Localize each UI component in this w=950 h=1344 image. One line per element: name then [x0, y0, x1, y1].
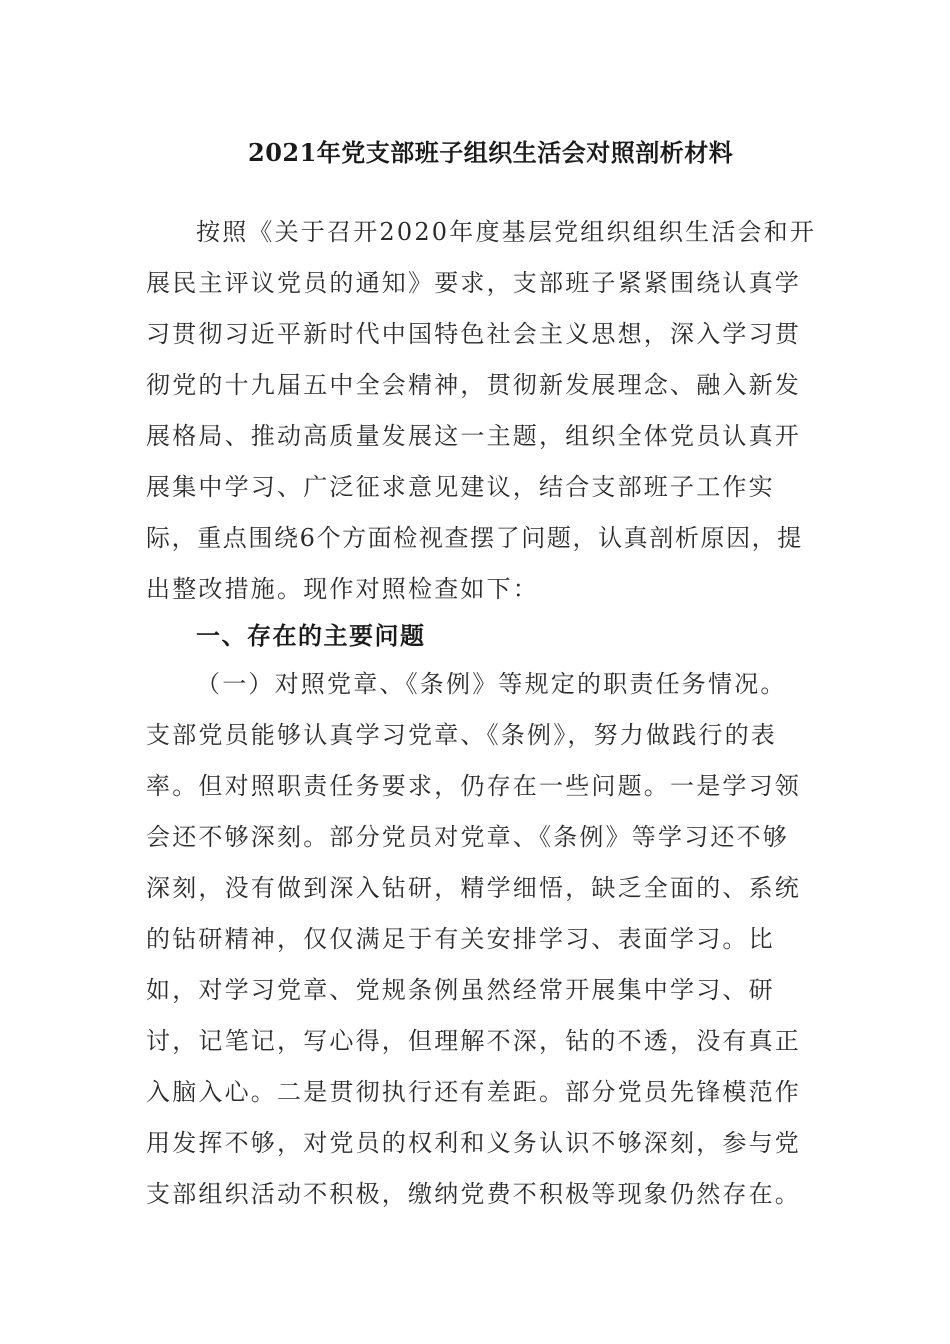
section-line-4: 会还不够深刻。部分党员对党章、《条例》等学习还不够 [146, 823, 789, 851]
section-heading: 一、存在的主要问题 [196, 621, 426, 650]
intro-line-2: 展民主评议党员的通知》要求，支部班子紧紧围绕认真学 [146, 269, 801, 297]
intro-line-3: 习贯彻习近平新时代中国特色社会主义思想，深入学习贯 [146, 320, 801, 348]
section-line-6: 的钻研精神，仅仅满足于有关安排学习、表面学习。比 [146, 925, 775, 953]
document-title: 2021年党支部班子组织生活会对照剖析材料 [248, 138, 734, 167]
section-line-9: 入脑入心。二是贯彻执行还有差距。部分党员先锋模范作 [146, 1078, 801, 1106]
section-line-2: 支部党员能够认真学习党章、《条例》，努力做践行的表 [146, 721, 777, 749]
section-line-3: 率。但对照职责任务要求，仍存在一些问题。一是学习领 [146, 772, 801, 800]
section-line-8: 讨，记笔记，写心得，但理解不深，钻的不透，没有真正 [146, 1027, 801, 1055]
intro-line-1: 按照《关于召开2020年度基层党组织组织生活会和开 [196, 218, 817, 246]
section-line-7: 如，对学习党章、党规条例虽然经常开展集中学习、研 [146, 976, 775, 1004]
intro-line-7: 际，重点围绕6个方面检视查摆了问题，认真剖析原因，提 [146, 524, 803, 552]
section-line-10: 用发挥不够，对党员的权利和义务认识不够深刻，参与党 [146, 1129, 801, 1157]
intro-line-5: 展格局、推动高质量发展这一主题，组织全体党员认真开 [146, 422, 801, 450]
section-line-11: 支部组织活动不积极，缴纳党费不积极等现象仍然存在。 [146, 1180, 801, 1208]
intro-line-8: 出整改措施。现作对照检查如下： [146, 575, 539, 603]
section-line-5: 深刻，没有做到深入钻研，精学细悟，缺乏全面的、系统 [146, 874, 801, 902]
section-line-1: （一）对照党章、《条例》等规定的职责任务情况。 [196, 670, 787, 698]
intro-line-6: 展集中学习、广泛征求意见建议，结合支部班子工作实 [146, 473, 775, 501]
intro-line-4: 彻党的十九届五中全会精神，贯彻新发展理念、融入新发 [146, 371, 801, 399]
